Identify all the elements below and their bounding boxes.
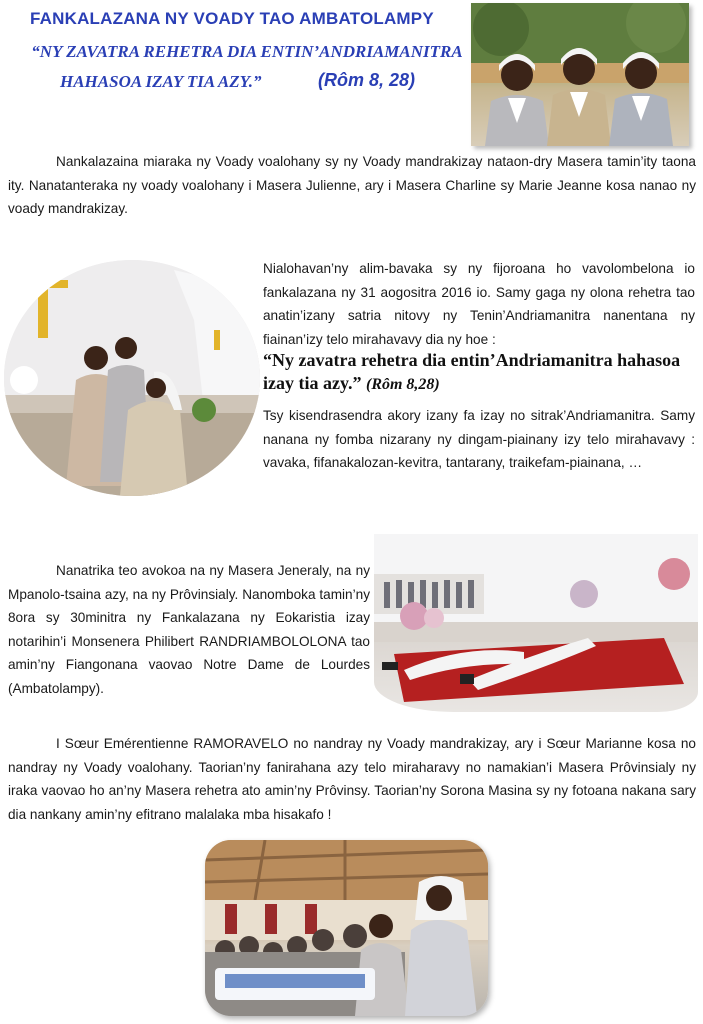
scripture-quote <box>263 349 695 396</box>
paragraph-eucharist: Nanatrika teo avokoa na ny Masera Jeneraly, na ny Mpanolo-tsaina azy, na ny Prôvinsialy. Nanomboka tamin’ny 8ora sy 30minitra ny Fankalazana ny Eokaristia izay notarihin’i Monsenera Philibert RANDRIAMBOLOLONA tao amin’ny Fiangonana vaovao Notre Dame de Lourdes (Ambatolampy). <box>8 563 370 696</box>
photo-cake-cutting <box>205 840 488 1016</box>
paragraph-vows-taken: I Sœur Emérentienne RAMORAVELO no nandray ny Voady mandrakizay, ary i Sœur Marianne kosa no nandray ny Voady voalohany. Taorian’ny fanirahana azy telo miraharavy no namakian’i Masera Prôvinsialy ny iraka vaovao ho an’ny Masera rehetra ato amin’ny Prôvinsy. Taorian’ny Sorona Masina sy ny fotoana nakana sary dia nankany amin’ny efitrano malalaka mba hisakafo ! <box>8 736 696 822</box>
header-quote-line1: “NY ZAVATRA REHETRA DIA ENTIN’ANDRIAMANITRA <box>31 42 463 61</box>
paragraph-prayer-vigil: Nialohavan’ny alim-bavaka sy ny fijoroana ho vavolombelona io fankalazana ny 31 aogositra 2016 io. Samy gaga ny olona rehetra tao anatin’izany satria nitovy ny Tenin’Andriamanitra nanentana ny fiainan’izy telo mirahavavy dia ny hoe : <box>263 261 695 347</box>
paragraph-sharing: Tsy kisendrasendra akory izany fa izay no sitrak’Andriamanitra. Samy nanana ny fomba nizarany ny dingam-piainany izy telo mirahavavy : vavaka, fifanakalozan-kevitra, tantarany, traikefam-piainana, … <box>263 408 695 470</box>
photo-prostration <box>374 534 698 712</box>
scripture-quote-text: “Ny zavatra rehetra dia entin’Andriamanitra hahasoa izay tia azy.” <box>263 350 681 393</box>
page-title: FANKALAZANA NY VOADY TAO AMBATOLAMPY <box>30 9 434 28</box>
header-quote-line2: HAHASOA IZAY TIA AZY.” <box>60 72 262 91</box>
paragraph-intro: Nankalazaina miaraka ny Voady voalohany sy ny Voady mandrakizay nataon-dry Masera tamin’ity taona ity. Nanatanteraka ny voady voalohany i Masera Julienne, ary i Masera Charline sy Marie Jeanne kosa nanao ny voady mandrakizay. <box>8 154 696 216</box>
header-quote-reference: (Rôm 8, 28) <box>318 70 416 90</box>
photo-vows-ceremony <box>4 260 260 496</box>
scripture-quote-reference: (Rôm 8,28) <box>365 376 440 393</box>
photo-three-sisters <box>471 3 689 146</box>
photo-prostration-drawing <box>374 534 698 712</box>
photo-cake-cutting-drawing <box>205 840 488 1016</box>
photo-vows-ceremony-drawing <box>4 260 260 496</box>
photo-three-sisters-drawing <box>471 3 689 146</box>
